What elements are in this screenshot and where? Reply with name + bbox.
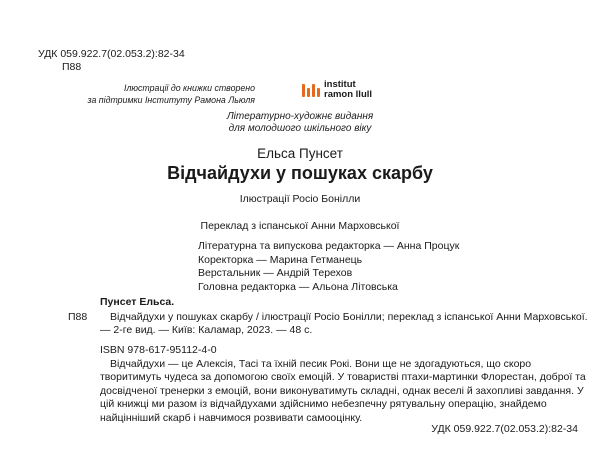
logo-text <box>324 80 372 100</box>
author-name: Ельса Пунсет <box>257 146 343 161</box>
book-title: Відчайдухи у пошуках скарбу <box>167 163 433 183</box>
logo-line-1: institut <box>324 79 356 90</box>
support-line-1: Ілюстрації до книжки створено <box>124 83 255 93</box>
genre-line-1: Літературно-художнє видання <box>226 111 374 122</box>
udk-code-bottom: УДК 059.922.7(02.053.2):82-34 <box>431 423 578 435</box>
translator-credit: Переклад з іспанської Анни Марховської <box>200 220 400 232</box>
llull-logo-icon <box>302 84 320 97</box>
logo-line-2: ramon llull <box>324 89 373 100</box>
udk-code-top: УДК 059.922.7(02.053.2):82-34 <box>38 48 185 60</box>
credit-line: Коректорка — Марина Гетманець <box>198 253 363 266</box>
support-line-2: за підтримки Інституту Рамона Льюля <box>87 95 255 105</box>
support-note <box>87 82 255 106</box>
credit-line: Верстальник — Андрій Терехов <box>198 267 353 280</box>
editorial-credits <box>198 240 459 294</box>
shelf-code-top: П88 <box>62 61 82 73</box>
institut-ramon-llull-logo <box>302 80 372 100</box>
credit-line: Літературна та випускова редакторка — Анна Процук <box>198 240 460 252</box>
bibliographic-heading: Пунсет Ельса. <box>100 296 175 308</box>
annotation: Відчайдухи — це Алексія, Тасі та їхній песик Рокі. Вони ще не здогадуються, що скоро творитимуть чудеса за допомогою своїх емоцій. У товаристві птахи-мартинки Флорестан, доброї та досвідченої тренерки з емоцій, вони виконуватимуть складні, однак веселі й захопливі завдання. У цій книжці ми разом із відчайдухами здійснимо небезпечну рятувальну операцію, знайдемо найцінніший скарб і навчимося розвивати самооцінку. <box>100 358 586 424</box>
illustrator-credit: Ілюстрації Росіо Бонілли <box>239 193 361 205</box>
bibliographic-description: Відчайдухи у пошуках скарбу / ілюстрації Росіо Бонілли; переклад з іспанської Анни Марховської. — 2-ге вид. — Київ: Каламар, 2023. — 48 с. <box>100 311 588 337</box>
credit-line: Головна редакторка — Альона Літовська <box>198 280 398 293</box>
shelf-code-bib: П88 <box>68 311 88 323</box>
isbn: ISBN 978-617-95112-4-0 <box>100 344 217 356</box>
genre-line-2: для молодшого шкільного віку <box>228 123 372 134</box>
genre-note <box>0 111 600 135</box>
